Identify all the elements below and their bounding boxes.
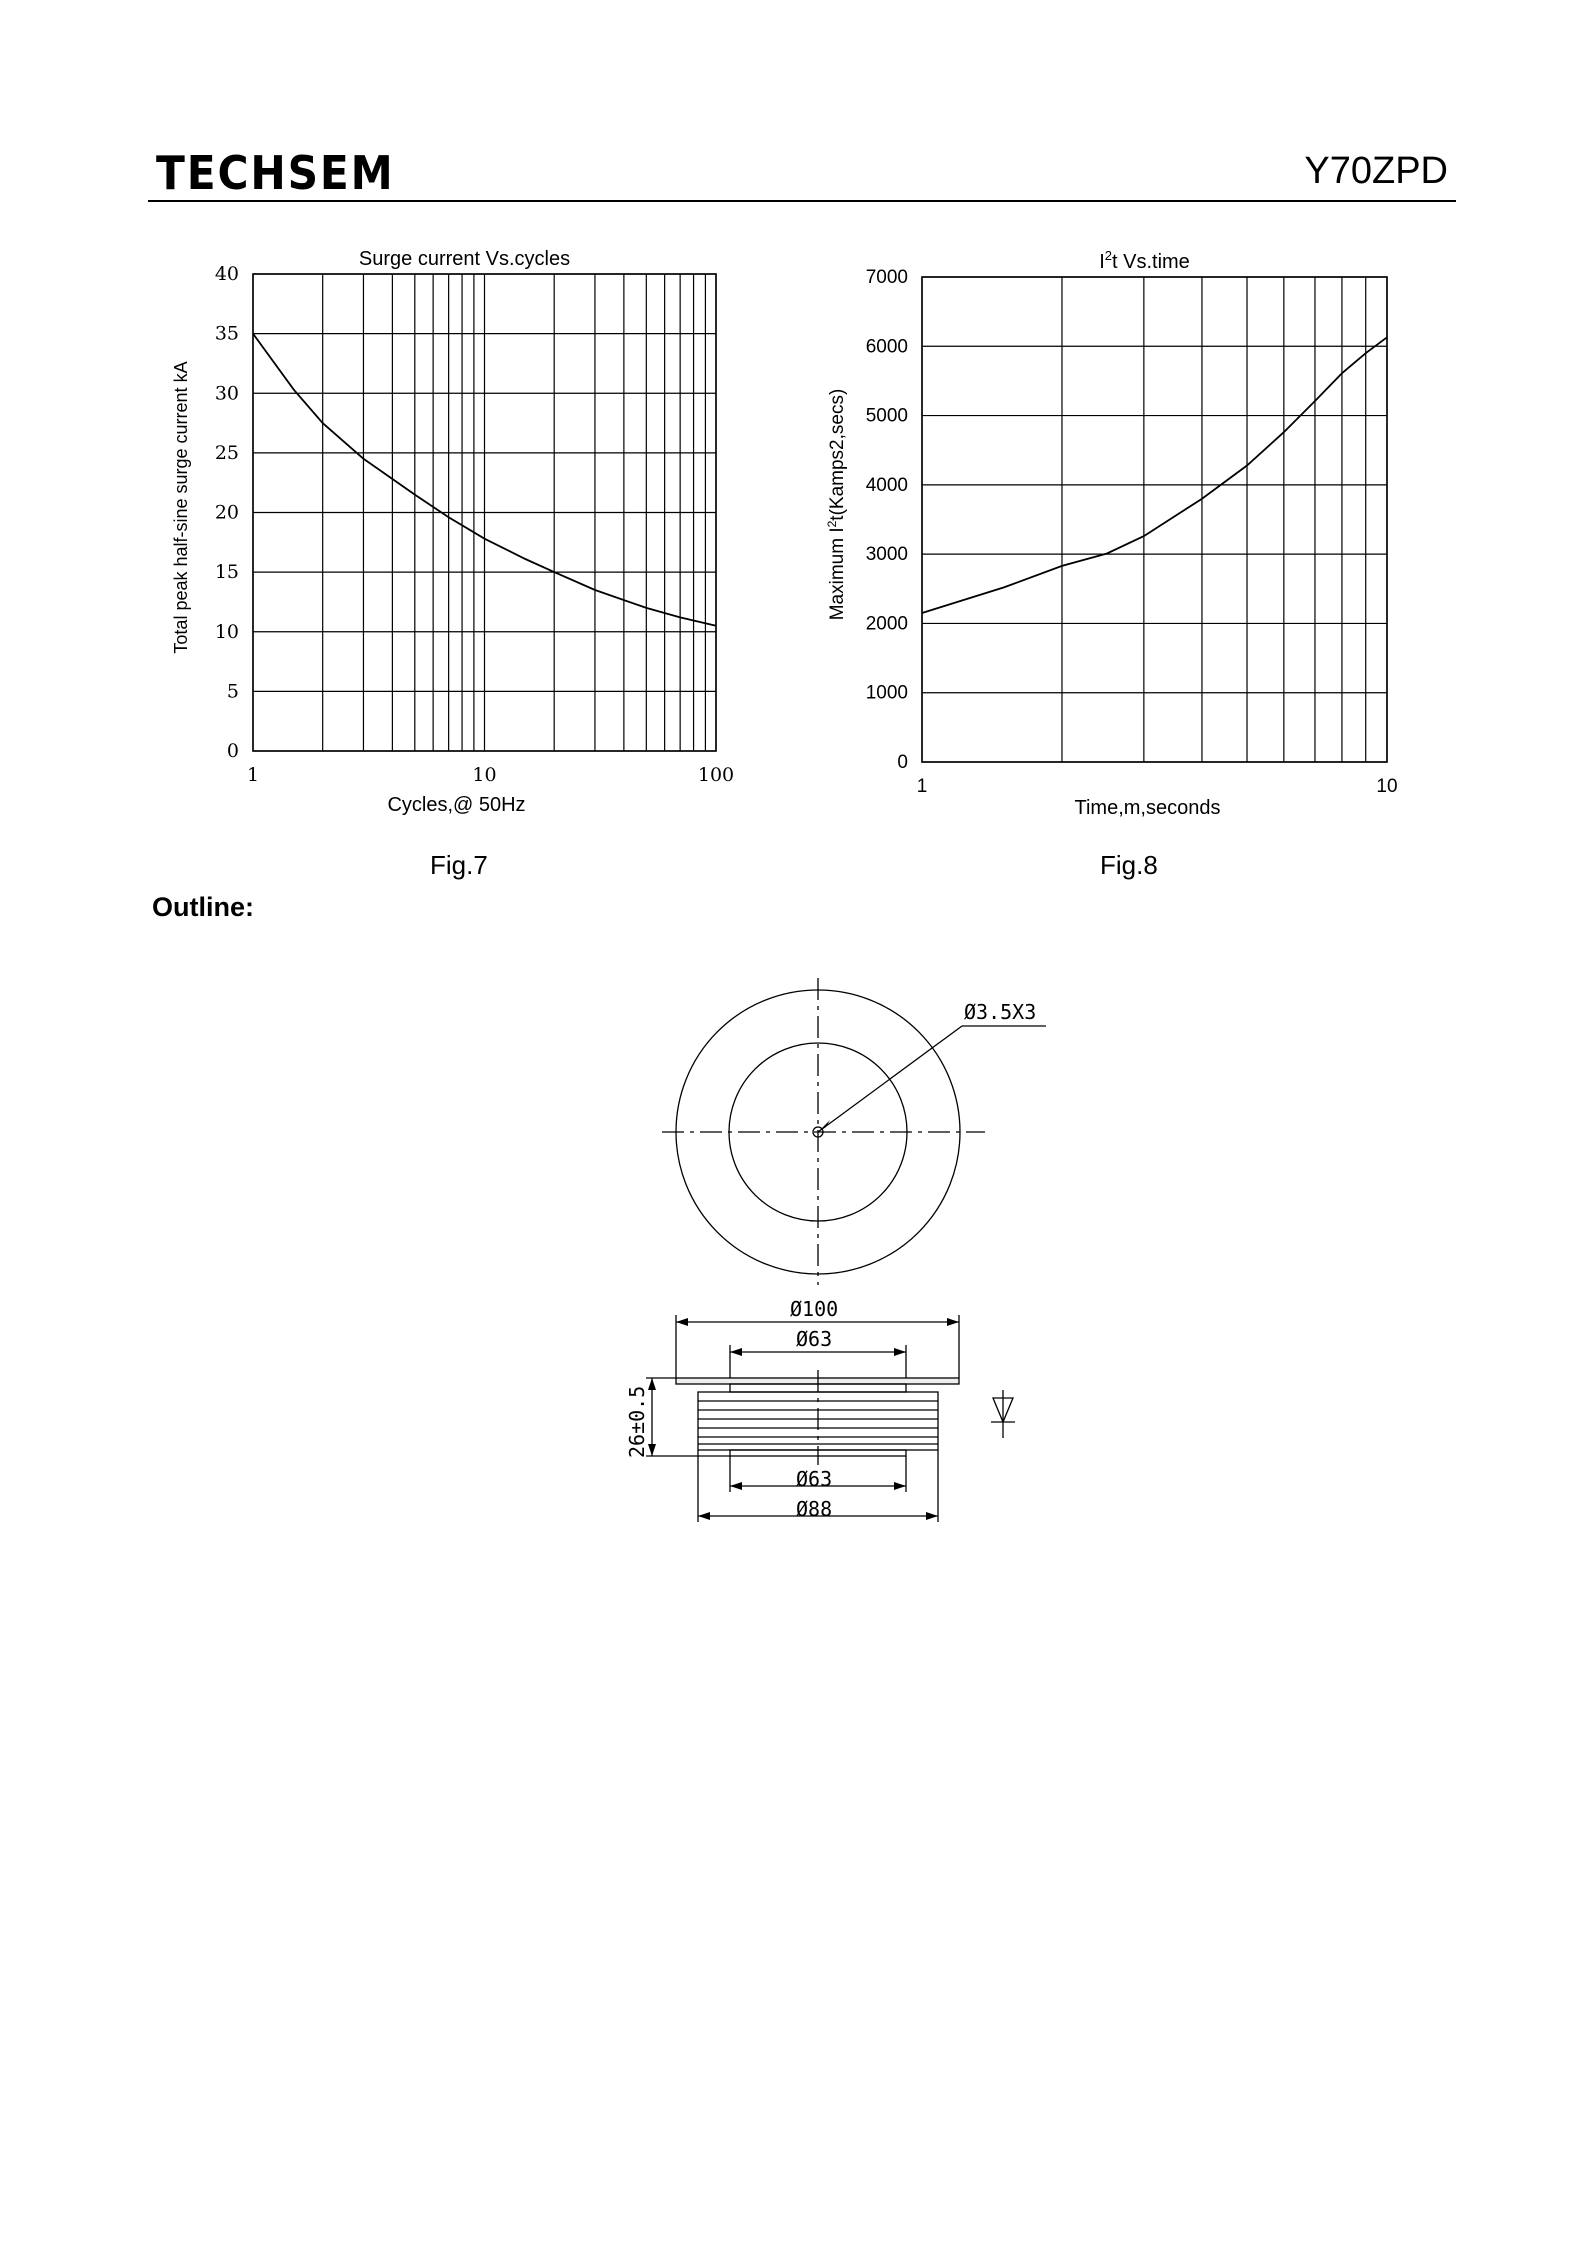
x-tick-label: 1 [246,764,260,786]
fig8-caption: Fig.8 [1100,850,1158,880]
bottom-outer-dim: Ø88 [796,1497,833,1521]
y-tick-label: 1000 [865,682,908,704]
x-tick-label: 1 [916,776,928,797]
chart-title: Surge current Vs.cycles [358,248,571,270]
top-view [662,978,1046,1285]
y-tick-label: 0 [897,752,908,773]
y-tick-label: 20 [214,501,239,524]
y-tick-label: 5 [226,680,239,703]
y-tick-label: 10 [214,620,239,643]
x-axis-label: Time,m,seconds [1074,797,1221,819]
header-rule [148,200,1456,202]
y-tick-label: 35 [214,322,239,345]
height-dim: 26±0.5 [625,1385,649,1458]
model-number: Y70ZPD [1304,150,1448,192]
y-tick-label: 15 [214,561,239,584]
hole-dim-label: Ø3.5X3 [964,1000,1037,1024]
fig7-caption: Fig.7 [430,850,488,880]
y-tick-label: 7000 [865,267,908,288]
y-tick-label: 0 [226,740,239,762]
y-tick-label: 30 [214,382,239,405]
brand-logo: TECHSEM [156,146,395,200]
y-axis-label: Total peak half-sine surge current kA [171,361,191,654]
y-tick-label: 25 [214,441,239,464]
diode-symbol-icon [991,1390,1015,1438]
outline-heading: Outline: [152,892,254,922]
hole-leader [818,1026,962,1132]
outline-drawing [600,960,1060,1540]
y-tick-label: 40 [214,263,239,285]
surge-current-chart [150,235,750,835]
y-tick-label: 6000 [865,336,908,358]
i2t-chart [810,235,1410,835]
y-tick-label: 2000 [865,613,908,635]
x-tick-label: 10 [472,764,497,786]
series-line [922,337,1387,613]
x-tick-label: 100 [697,764,735,786]
x-axis-label: Cycles,@ 50Hz [387,794,526,816]
plot-frame [922,277,1387,762]
x-tick-label: 10 [1376,776,1398,797]
chart-title: $I^2t$ Vs.time [1099,248,1190,273]
y-tick-label: 3000 [865,544,908,566]
y-tick-label: 5000 [865,405,908,427]
y-axis-label: Maximum $I^2t(Kamps2,\sec s)$ [825,388,848,621]
bottom-inner-dim: Ø63 [796,1467,833,1491]
y-tick-label: 4000 [865,474,908,496]
top-inner-dim: Ø63 [796,1327,833,1351]
top-outer-dim: Ø100 [790,1297,839,1321]
